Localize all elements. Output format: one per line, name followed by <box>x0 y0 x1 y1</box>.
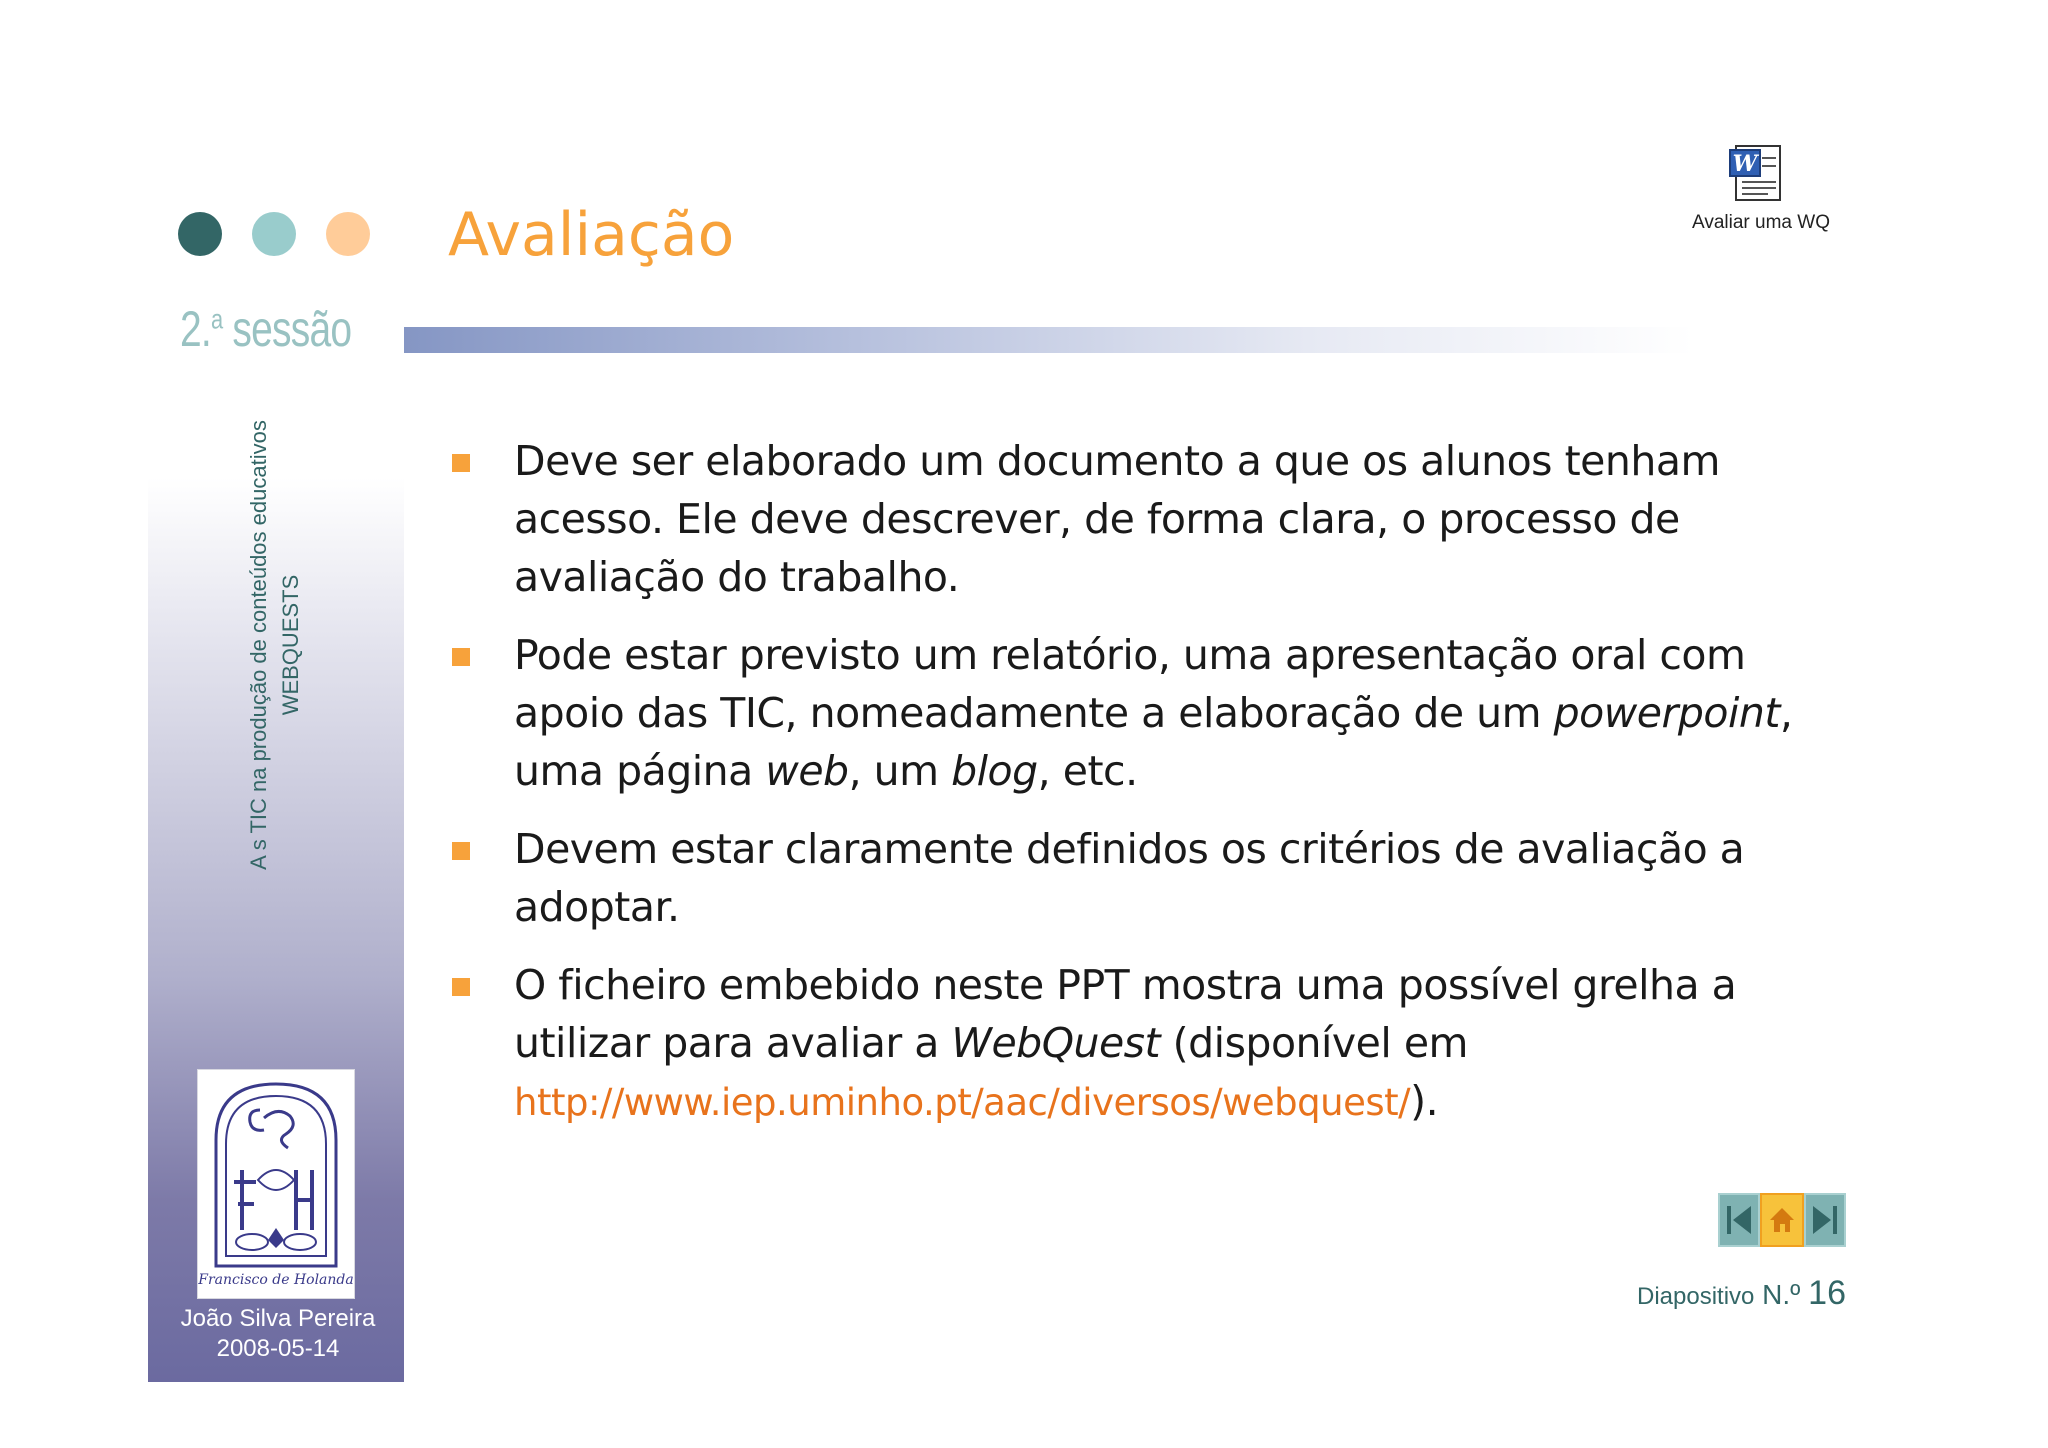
slide-title: Avaliação <box>448 200 735 270</box>
bullet-item <box>448 626 1808 800</box>
home-button[interactable] <box>1760 1193 1804 1247</box>
title-underline-bar <box>404 327 1694 353</box>
author-date: 2008-05-14 <box>216 1335 340 1362</box>
bullet-list <box>448 432 1808 1152</box>
session-label: 2.$^a$ sessão <box>180 301 352 357</box>
bullet-item <box>448 956 1808 1132</box>
bullet-emphasis: powerpoint <box>1553 689 1780 737</box>
decor-dot-dark <box>178 212 222 256</box>
decor-dot-peach <box>326 212 370 256</box>
home-icon <box>1767 1203 1797 1237</box>
first-slide-button[interactable] <box>1718 1193 1760 1247</box>
embedded-file-label[interactable]: Avaliar uma WQ <box>1692 212 1830 233</box>
bullet-emphasis: blog <box>951 747 1038 795</box>
bullet-text: Deve ser elaborado um documento a que os alunos tenham acesso. Ele deve descrever, de forma clara, o processo de avaliação do trabalho. <box>514 437 1720 601</box>
bullet-text: (disponível em <box>1160 1019 1468 1067</box>
vertical-course-title: A s TIC na produção de conteúdos educativos WEBQUESTS <box>246 420 303 870</box>
bullet-item <box>448 432 1808 606</box>
word-document-icon[interactable] <box>1728 144 1788 202</box>
bullet-text: , uma página <box>514 689 1793 795</box>
bullet-square-icon <box>452 842 470 860</box>
logo-caption: Francisco de Holanda <box>198 1272 354 1288</box>
bullet-text: O ficheiro embebido neste PPT mostra uma possível grelha a utilizar para avaliar a <box>514 961 1737 1067</box>
bullet-text: Pode estar previsto um relatório, uma apresentação oral com apoio das TIC, nomeadamente a elaboração de um <box>514 631 1746 737</box>
school-crest-icon <box>198 1070 354 1298</box>
bullet-text: ). <box>1410 1077 1439 1125</box>
decor-dot-teal <box>252 212 296 256</box>
bullet-square-icon <box>452 648 470 666</box>
author-name: João Silva Pereira <box>180 1305 376 1332</box>
bullet-text: Devem estar claramente definidos os critérios de avaliação a adoptar. <box>514 825 1745 931</box>
bullet-square-icon <box>452 978 470 996</box>
bullet-emphasis: WebQuest <box>951 1019 1161 1067</box>
slide-navigation <box>1718 1193 1846 1247</box>
bullet-text: , etc. <box>1037 747 1138 795</box>
webquest-link[interactable]: http://www.iep.uminho.pt/aac/diversos/webquest/ <box>514 1081 1411 1124</box>
school-logo <box>197 1069 355 1299</box>
author-block <box>160 1304 396 1364</box>
first-slide-icon <box>1724 1203 1754 1237</box>
slide-number: Diapositivo N.º 16 <box>1636 1274 1846 1312</box>
bullet-square-icon <box>452 454 470 472</box>
bullet-item <box>448 820 1808 936</box>
bullet-emphasis: web <box>765 747 849 795</box>
last-slide-button[interactable] <box>1804 1193 1846 1247</box>
last-slide-icon <box>1810 1203 1840 1237</box>
bullet-text: , um <box>848 747 952 795</box>
svg-text:W: W <box>1732 151 1758 177</box>
